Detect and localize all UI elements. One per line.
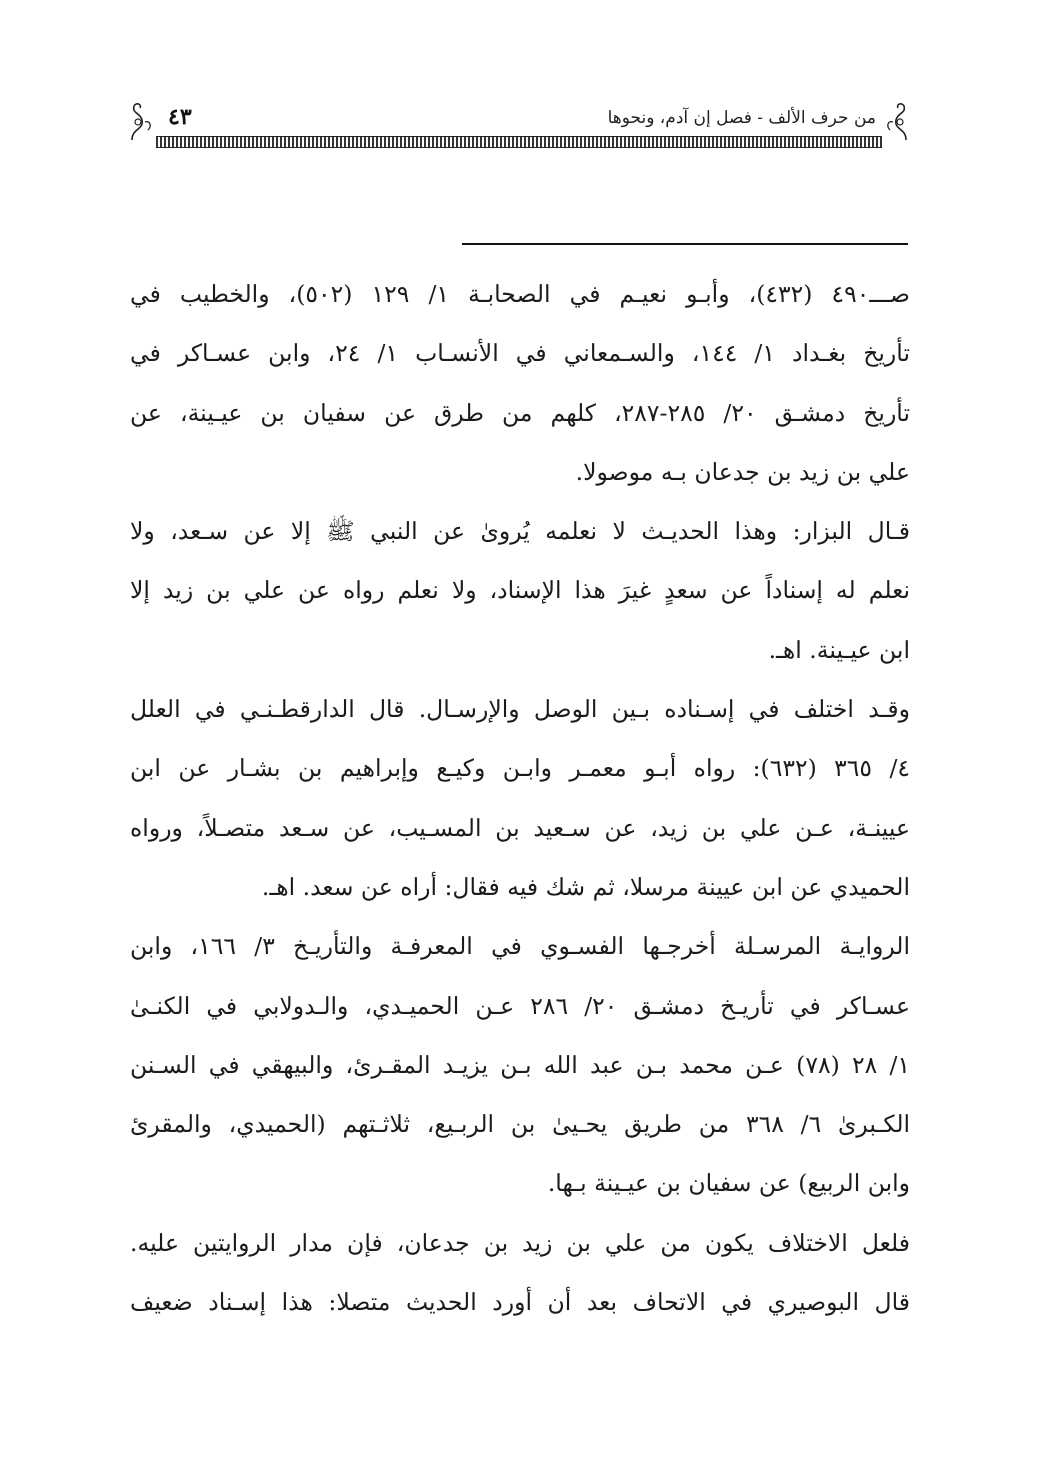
- text-line: قـال البزار: وهذا الحديـث لا نعلمه يُروىٰ عن النبي ﷺ إلا عن سـعد، ولا: [130, 517, 910, 546]
- text-line: قال البوصيري في الاتحاف بعد أن أورد الحديث متصلا: هذا إسـناد ضعيف: [130, 1288, 910, 1317]
- text-line: الروايـة المرسـلة أخرجـها الفسـوي في المعرفـة والتأريـخ ٣/ ١٦٦، وابن: [130, 932, 910, 961]
- text-line: الكـبرىٰ ٦/ ٣٦٨ من طريق يحـيىٰ بن الربـيع، ثلاثـتهم (الحميدي، والمقرئ: [130, 1110, 911, 1139]
- page-header: [128, 96, 910, 156]
- footnote-separator: [462, 243, 908, 245]
- text-line: وقـد اختلف في إسـناده بـين الوصل والإرسـال. قال الدارقطـنـي في العلل: [130, 695, 910, 724]
- page-number: ٤٣: [168, 104, 192, 130]
- text-line: وابن الربيع) عن سفيان بن عيـينة بـها.: [547, 1169, 910, 1198]
- text-line: ١/ ٢٨ (٧٨) عـن محمد بـن عبد الله بـن يزيـد المقـرئ، والبيهقي في السـنن: [130, 1050, 910, 1079]
- footnote-body: [130, 265, 910, 1332]
- header-rule: [156, 136, 882, 148]
- paragraph: [130, 1214, 910, 1333]
- text-line: عسـاكر في تأريـخ دمشـق ٢٠/ ٢٨٦ عـن الحميـدي، والـدولابي في الكنـىٰ: [130, 991, 911, 1020]
- text-line: فلعل الاختلاف يكون من علي بن زيد بن جدعان، فإن مدار الروايتين عليه.: [130, 1228, 910, 1257]
- text-line: علي بن زيد بن جدعان بـه موصولا.: [575, 457, 910, 486]
- floral-ornament-icon: [128, 100, 158, 142]
- text-line: ٤/ ٣٦٥ (٦٣٢): رواه أبـو معمـر وابـن وكيـع وإبراهيم بن بشـار عن ابن: [130, 754, 911, 783]
- paragraph: [130, 917, 910, 1213]
- floral-ornament-icon: [880, 100, 910, 142]
- text-line: نعلم له إسناداً عن سعدٍ غيرَ هذا الإسناد، ولا نعلم رواه عن علي بن زيد إلا: [130, 576, 910, 605]
- text-line: تأريخ بغـداد ١/ ١٤٤، والسـمعاني في الأنسـاب ١/ ٢٤، وابن عسـاكر في: [130, 339, 910, 368]
- text-line: ابن عيـينة. اهـ.: [768, 635, 910, 664]
- text-line: الحميدي عن ابن عيينة مرسلا، ثم شك فيه فقال: أراه عن سعد. اهـ.: [261, 872, 910, 901]
- paragraph: [130, 502, 910, 680]
- paragraph: [130, 680, 910, 917]
- running-title: من حرف الألف - فصل إن آدم، ونحوها: [607, 108, 876, 128]
- text-line: صـــ٤٩٠ (٤٣٢)، وأبـو نعيـم في الصحابـة ١/ ١٢٩ (٥٠٢)، والخطيب في: [130, 280, 911, 308]
- paragraph: [130, 265, 910, 502]
- text-line: تأريخ دمشـق ٢٠/ ٢٨٥-٢٨٧، كلهم من طرق عن سفيان بن عيـينة، عن: [130, 398, 911, 427]
- text-line: عيينـة، عـن علي بن زيد، عن سـعيد بن المسـيب، عن سـعد متصـلاً، ورواه: [130, 813, 910, 842]
